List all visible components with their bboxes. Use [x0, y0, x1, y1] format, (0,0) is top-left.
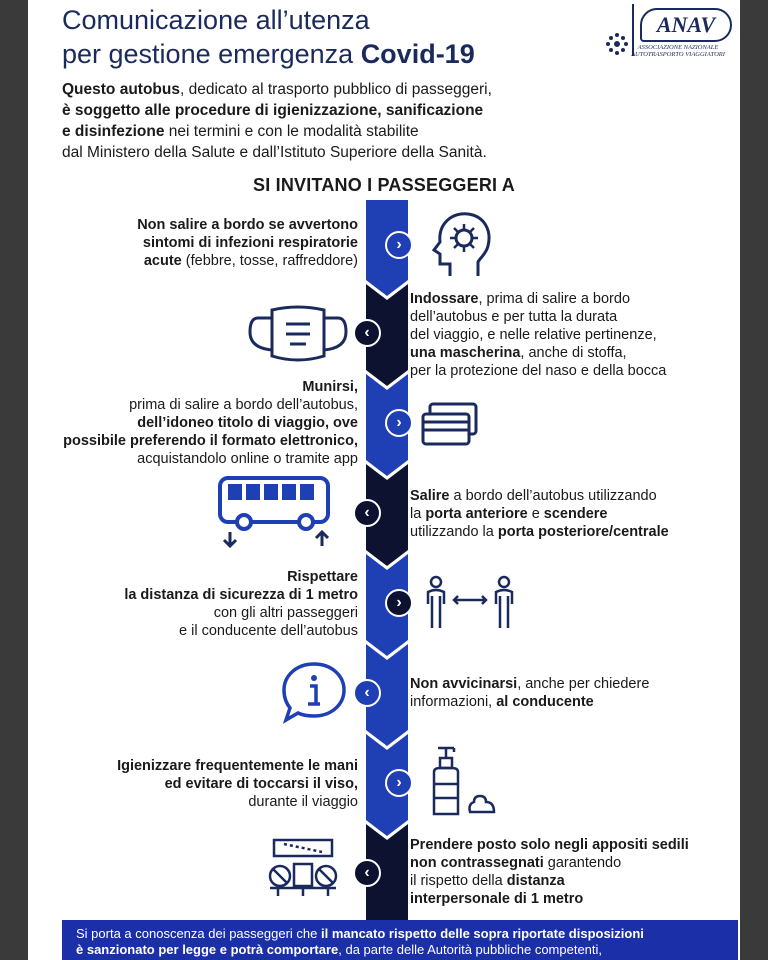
- distance-people-icon: [420, 574, 520, 632]
- intro-paragraph: Questo autobus, dedicato al trasporto pubblico di passeggeri, è soggetto alle procedure di igienizzazione, sanificazione e disinfezione nei termini e con le modalità stabilite dal Ministero della Salute e dall’Istituto Superiore della Sanità.: [62, 81, 492, 161]
- instruction-5-text: Rispettare la distanza di sicurezza di 1 metro con gli altri passeggeri e il conducente dell’autobus: [124, 569, 358, 639]
- instruction-8-text: Prendere posto solo negli appositi sedili non contrassegnati garantendo il rispetto della distanza interpersonale di 1 metro: [410, 837, 689, 907]
- title-line-1: Comunicazione all’utenza: [62, 5, 370, 35]
- anav-logo: ANAV: [640, 8, 732, 42]
- arrow-left-icon: ‹: [353, 679, 381, 707]
- head-virus-icon: [416, 208, 496, 280]
- timeline-spine: [366, 200, 408, 925]
- face-mask-icon: [246, 304, 350, 366]
- instruction-7-text: Igienizzare frequentemente le mani ed evitare di toccarsi il viso, durante il viaggio: [117, 758, 358, 810]
- sanitizer-icon: [424, 744, 498, 818]
- arrow-left-icon: ‹: [353, 319, 381, 347]
- arrow-left-icon: ‹: [353, 859, 381, 887]
- ticket-card-icon: [420, 400, 480, 448]
- section-headline: SI INVITANO I PASSEGGERI A: [253, 175, 515, 195]
- arrow-right-icon: ›: [385, 409, 413, 437]
- instruction-4-text: Salire a bordo dell’autobus utilizzando la porta anteriore e scendere utilizzando la porta posteriore/centrale: [410, 488, 669, 540]
- instruction-3-text: Munirsi, prima di salire a bordo dell’autobus, dell’idoneo titolo di viaggio, ove possibile preferendo il formato elettronico, acquistandolo online o tramite app: [63, 379, 358, 467]
- arrow-right-icon: ›: [385, 231, 413, 259]
- seats-icon: [266, 836, 340, 898]
- arrow-right-icon: ›: [385, 589, 413, 617]
- arrow-right-icon: ›: [385, 769, 413, 797]
- legal-notice-footer: Si porta a conoscenza dei passeggeri che il mancato rispetto delle sopra riportate disposizioni è sanzionato per legge e potrà comportare, da parte delle Autorità pubbliche competenti,: [62, 920, 738, 960]
- instruction-1-text: Non salire a bordo se avvertono sintomi di infezioni respiratorie acute (febbre, tosse, raffreddore): [137, 217, 358, 269]
- page-title: [62, 3, 582, 71]
- instruction-6-text: Non avvicinarsi, anche per chiedere informazioni, al conducente: [410, 676, 650, 710]
- arrow-left-icon: ‹: [353, 499, 381, 527]
- poster-sheet: [28, 0, 740, 960]
- info-bubble-icon: [280, 660, 348, 724]
- anav-logo-subtitle: ASSOCIAZIONE NAZIONALE AUTOTRASPORTO VIAGGIATORI: [631, 44, 725, 58]
- instruction-2-text: Indossare, prima di salire a bordo dell’autobus e per tutta la durata del viaggio, e nelle relative pertinenze, una mascherina, anche di stoffa, per la protezione del naso e della bocca: [410, 291, 667, 379]
- title-line-2: per gestione emergenza Covid-19: [62, 39, 475, 69]
- bus-icon: [214, 474, 334, 550]
